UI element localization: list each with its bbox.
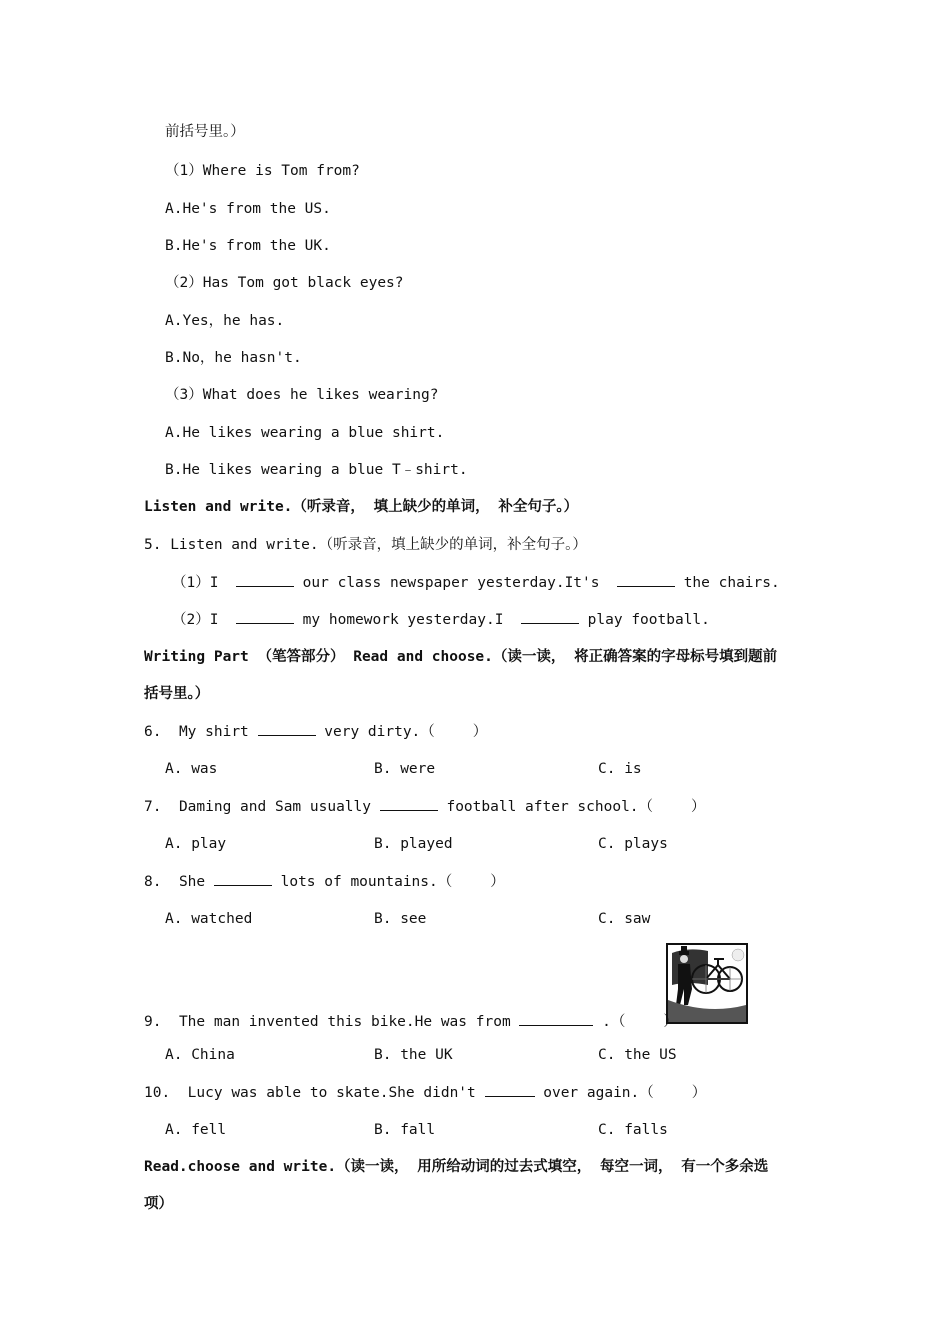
question-8	[144, 871, 505, 892]
blank-answer[interactable]	[236, 609, 294, 624]
question-text: Where is Tom from?	[202, 163, 360, 179]
question-number: （3）	[165, 387, 203, 403]
question-text: The man invented this bike.He was from	[178, 1014, 511, 1030]
question-6	[144, 721, 487, 742]
question-text: Has Tom got black eyes?	[202, 275, 404, 291]
line-number: （2）I	[172, 612, 219, 628]
question-number: 6.	[144, 724, 162, 740]
question-number: 7.	[144, 799, 162, 815]
option-10b: B. fall	[374, 1122, 436, 1138]
option-1b: B.He's from the UK.	[165, 238, 331, 254]
question-text: Lucy was able to skate.She didn't	[187, 1085, 476, 1101]
option-9b: B. the UK	[374, 1047, 453, 1063]
option-7b: B. played	[374, 836, 453, 852]
question-text: She	[178, 874, 206, 890]
line-text: our class newspaper yesterday.It's	[302, 575, 600, 591]
question-text: football after school.（	[446, 799, 654, 815]
instruction-tail: 前括号里。）	[165, 124, 245, 140]
option-8a: A. watched	[165, 911, 253, 927]
writing-part-heading: Writing Part （笔答部分） Read and choose.（读一读， 将正确答案的字母标号填到题前	[144, 649, 778, 665]
option-10c: C. falls	[598, 1122, 668, 1138]
question-text: lots of mountains.（	[280, 874, 453, 890]
blank-answer[interactable]	[380, 796, 438, 811]
option-7a: A. play	[165, 836, 227, 852]
line-text: the chairs.	[683, 575, 780, 591]
option-6b: B. were	[374, 761, 436, 777]
option-9a: A. China	[165, 1047, 235, 1063]
line-text: my homework yesterday.I	[302, 612, 504, 628]
question-text: What does he likes wearing?	[202, 387, 439, 403]
option-2b: B.No，he hasn't.	[165, 350, 302, 366]
fill-line-1	[172, 572, 780, 593]
line-number: （1）I	[172, 575, 219, 591]
read-choose-heading: Read.choose and write.（读一读， 用所给动词的过去式填空， 每空一词， 有一个多余选	[144, 1159, 769, 1175]
man-with-bicycle-illustration	[666, 943, 748, 1024]
question-2	[165, 273, 404, 293]
read-choose-heading-cont: 项）	[144, 1196, 173, 1212]
question-text: very dirty.（	[324, 724, 435, 740]
bracket-close: ）	[490, 874, 505, 890]
bracket-close: ）	[691, 1085, 707, 1101]
question-number: 9.	[144, 1014, 162, 1030]
blank-answer[interactable]	[258, 721, 316, 736]
question-5-title: 5. Listen and write.（听录音，填上缺少的单词，补全句子。）	[144, 537, 587, 553]
question-10	[144, 1082, 706, 1103]
question-text: Daming and Sam usually	[178, 799, 371, 815]
blank-answer[interactable]	[236, 572, 294, 587]
option-3a: A.He likes wearing a blue shirt.	[165, 425, 445, 441]
blank-answer[interactable]	[521, 609, 579, 624]
option-8b: B. see	[374, 911, 427, 927]
blank-answer[interactable]	[617, 572, 675, 587]
question-number: 8.	[144, 874, 162, 890]
question-number: 10.	[144, 1085, 171, 1101]
question-text: over again.（	[543, 1085, 654, 1101]
writing-part-heading-cont: 括号里。）	[144, 686, 210, 702]
option-2a: A.Yes，he has.	[165, 313, 285, 329]
blank-answer[interactable]	[485, 1082, 535, 1097]
listen-write-heading: Listen and write.（听录音， 填上缺少的单词， 补全句子。）	[144, 499, 579, 515]
question-1	[165, 161, 360, 181]
option-10a: A. fell	[165, 1122, 227, 1138]
bracket-close: ）	[691, 799, 706, 815]
option-9c: C. the US	[598, 1047, 677, 1063]
question-3	[165, 385, 438, 405]
question-text: .（	[602, 1014, 626, 1030]
question-number: （1）	[165, 163, 203, 179]
option-6a: A. was	[165, 761, 218, 777]
option-1a: A.He's from the US.	[165, 201, 331, 217]
question-number: （2）	[165, 275, 203, 291]
blank-answer[interactable]	[519, 1011, 593, 1026]
question-text: My shirt	[178, 724, 249, 740]
fill-line-2	[172, 609, 710, 630]
bracket-close: ）	[663, 1014, 678, 1030]
option-8c: C. saw	[598, 911, 651, 927]
question-7	[144, 796, 706, 817]
question-9	[144, 1011, 678, 1032]
option-3b: B.He likes wearing a blue T﹣shirt.	[165, 462, 468, 478]
bicycle-icon	[668, 945, 746, 1022]
blank-answer[interactable]	[214, 871, 272, 886]
line-text: play football.	[587, 612, 710, 628]
option-7c: C. plays	[598, 836, 668, 852]
bracket-close: ）	[472, 724, 488, 740]
option-6c: C. is	[598, 761, 642, 777]
